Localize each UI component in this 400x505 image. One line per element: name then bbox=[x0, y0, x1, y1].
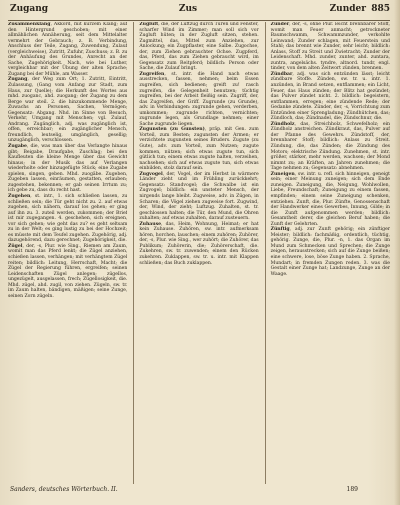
entry: Zündholz, das, Streichholz, Schwefelholz; ein Zündholz anstreichen. Zündkraut, das, Pulver auf der Pfanne des Gewehrs. Zündstoff, der, brennbarer Stoff; bildlich: Anlass zu Streit. Zündung, die, das Zünden; die Zündung des Motors; elektrische Zündung. Zunehmen, st. intr. größer, stärker, mehr werden, wachsen; der Mond nimmt zu; an Kräften, an Jahren zunehmen; die Tage nehmen zu; Gegensatz: abnehmen. bbox=[270, 121, 390, 172]
page-number: 885 bbox=[371, 4, 390, 14]
column-3 bbox=[265, 22, 390, 484]
entry: Zugvogel, der, Vogel, der im Herbst in wärmere Länder zieht und im Frühling zurückkehrt; Gegensatz: Standvogel; die Schwalbe ist ein Zugvogel; bildlich: ein unsteter Mensch, der nirgends lange bleibt. Zugweise, adv. in Zügen, in Scharen; die Vögel ziehen zugweise fort. Zugwind, der, Wind, der zieht; Luftzug. Zuhalten, st. tr. geschlossen halten; die Tür, den Mund, die Ohren zuhalten; auf etwas zuhalten, darauf zusteuern. bbox=[139, 171, 259, 222]
entry: Zugabe, die, was man über das Verlangte hinaus gibt; Beigabe, Draufgabe, Zuschlag; bei den Kaufleuten die kleine Menge über das Gewicht hinaus; in der Musik das auf Verlangen wiederholte oder hinzugefügte Stück; eine Zugabe spielen, singen, geben. Mhd. zuogâbe. Zugeben, Zugeben lassen, einräumen, gestatten, erlauben; zugestehen, bekennen; er gab seinen Irrtum zu; ich gebe zu, dass du recht hast. bbox=[8, 144, 128, 194]
entry: Zünftig, adj. zur Zunft gehörig; ein zünftiger Meister; bildlich: fachmäßig, ordentlich, tüchtig, gehörig. Zunge, die, Plur. -n, 1. das Organ im Mund zum Schmecken und Sprechen; die Zunge zeigen, herausstrecken; sich auf die Zunge beißen; eine schwere, lose, böse Zunge haben. 2. Sprache, Mundart; in fremden Zungen reden. 3. was die Gestalt einer Zunge hat; Landzunge, Zunge an der Waage. bbox=[270, 227, 390, 277]
column-2 bbox=[133, 22, 258, 484]
entry: Zusammenklang, Akkord, mit kurzem Klang; auf den Hintergrund geschoben; mit einer allmählichen Annäherung, seit dem Mittelalter vermehrt der Gebrauch; z. B. Verbindung, Anschluss der Teile, Zugang, Zuwendung, Zulauf (vergleichweise), Zutritt, Zufuhr, Zuschuss; z. B. zu der Anhäufung des Grundes, Anrecht an der Sache, Zugehörigkeit. Nach, wie bei Luther, vergleichbar mit der Übung der alten Sprache; Zugang bei der Mühle, am Wasser. bbox=[8, 22, 128, 77]
entry: Zugunsten (zu Gunsten), präp. mit Gen. zum Vorteil, zum Besten; zugunsten der Armen; er verzichtete zugunsten seines Bruders. Zugute (zu Gute), adv. zum Vorteil, zum Nutzen; zugute kommen, nützen; sich etwas zugute tun, sich gütlich tun; einem etwas zugute halten, verzeihen, nachsehen; sich auf etwas zugute tun, sich etwas einbilden, stolz darauf sein. bbox=[139, 127, 259, 172]
page-footer bbox=[10, 486, 388, 493]
entry: Zugang, der Weg zum Ort; 1. Zutritt, Eintritt, Zulassung, (Gang vom Anfang zur Stadt, zum Haus, zur Quelle); die Herkunft des Wortes aus mhd. zuoganc, ahd. zuogang; der Zugang zu dem Berge war steil. 2. die hinzukommende Menge, Zuwachs an Personen, Sachen, Vermögen; Gegensatz: Abgang. Nhd. im Sinne von Besuch, Verkehr, Umgang mit Menschen; vgl. Zulauf, Andrang. Zugänglich, adj. was zugänglich ist, offen, erreichbar; ein zugänglicher Mensch, freundlich, leutselig, umgänglich, gesellig; unzugänglich, verschlossen. bbox=[8, 77, 128, 144]
entry: Zuneigen, sw. intr. u. refl. sich hinneigen, geneigt sein; einer Meinung zuneigen; sich dem Ende zuneigen. Zuneigung, die, Neigung, Wohlwollen, Liebe, Freundschaft; Zuneigung zu einem fassen, empfinden; einem seine Zuneigung schenken, entziehen. Zunft, die, Plur. Zünfte, Genossenschaft der Handwerker eines Gewerbes, Innung, Gilde; in die Zunft aufgenommen werden; bildlich: Gesamtheit derer, die gleichen Beruf haben; die Zunft der Gelehrten. bbox=[270, 171, 390, 227]
header-right-headword: Zunder bbox=[329, 4, 367, 14]
entry: Zunder, der, -s, ohne Plur. leicht brennbarer Stoff, womit man Feuer anmacht; getrockneter Baumschwamm, Schwammzunder, verkohlte Leinwand; Zunder schlagen, mit Feuerstein und Stahl; das brennt wie Zunder, sehr leicht; bildlich: Anlass, Stoff zu Streit und Zwietracht; Zunder der Leidenschaft. Mhd. zunder, zunter, ahd. zuntara, zuntra, angelsächs. tyndre, altnord. tundr, engl. tinder, von dem alten Zeitwort zünden, brennen. bbox=[270, 22, 390, 72]
page-edge-shading bbox=[394, 0, 400, 505]
column-1 bbox=[8, 22, 127, 484]
header-left-headword: Zugang bbox=[10, 4, 49, 14]
text-columns bbox=[8, 22, 390, 484]
entry: Zuhause, das, Heim, Wohnung, Heimat; er hat kein Zuhause. Zuhören, sw. intr. aufmerksam hören, horchen, lauschen; einem zuhören; Zuhörer, der, -s, Plur. wie Sing., wer zuhört; die Zuhörer, das Publikum; Zuhörerin, die; Zuhörerschaft, die. Zukehren, sw. tr. zuwenden; einem den Rücken zukehren. Zuklappen, sw. tr. u. intr. mit Klappen schließen; das Buch zuklappen. bbox=[139, 221, 259, 266]
entry: Zugehen, st. intr., 1. sich schließen lassen, zu schließen sein; die Tür geht nicht zu. 2. auf etwas zugehen, sich nähern, darauf los gehen; er ging auf ihn zu. 3. zuteil werden, zukommen; der Brief ist mir zugegangen. 4. geschehen, sich ereignen, vor sich gehen; wie geht das zu? es geht seltsam zu in der Welt; es ging lustig zu bei der Hochzeit; es müsste mit dem Teufel zugehen. Zugehörig, adj. dazugehörend, dazu gerechnet; Zugehörigkeit, die. bbox=[8, 193, 128, 244]
entry: Zugreifen, st. intr. die Hand nach etwas ausstrecken, fassen, nehmen; beim Essen zugreifen, sich bedienen; greift zu! rasch zugreifen, die Gelegenheit benutzen; tüchtig zugreifen, bei der Arbeit fleißig sein. Zugriff, der, das Zugreifen, der Griff. Zugrunde (zu Grunde), adv. in Verbindungen: zugrunde gehen, verderben, umkommen; zugrunde richten, vernichten; zugrunde legen, als Grundlage nehmen; einer Sache zugrunde liegen. bbox=[139, 71, 259, 127]
footer-source: Sanders, deutsches Wörterbuch. II. bbox=[10, 486, 118, 493]
header-center-headword: Zus bbox=[178, 4, 198, 14]
entry: Zündbar, adj. was sich entzünden lässt; leicht zündbare Stoffe. Zünden, sw. tr. u. intr. 1. anzünden, in Brand setzen, entflammen; ein Licht, Feuer, das Haus zünden; der Blitz hat gezündet; das Pulver zündet nicht. 2. bildlich: begeistern, entflammen, erregen; eine zündende Rede; der Gedanke zündete. Zünder, der, -s, Vorrichtung zum Entzünden einer Sprengladung; Zündhütchen, das; Zündloch, das; Zündnadel, die; Zündschnur, die. bbox=[270, 71, 390, 122]
entry: Zugluft, die, der Luftzug durch Türen und Fenster, scharfer Wind im Zimmer; man soll sich vor Zugluft hüten; in der Zugluft sitzen, stehen. Zugmittel, das, Mittel zum Anziehen, zur Anlockung; ein Zugpflaster, eine Salbe. Zugochse, der, zum Ziehen gebrauchter Ochse. Zugpferd, das, Pferd, das zum Ziehen gebraucht wird, im Gegensatz zum Reitpferd; bildlich: Person oder Sache, die Zulauf bringt. bbox=[139, 22, 259, 72]
entry: Zügel, der, -s, Plur. wie Sing., Riemen am Zaum, womit man das Pferd lenkt; die Zügel anziehen, schießen lassen, verhängen; mit verhängtem Zügel reiten; bildlich: Leitung, Herrschaft, Macht; die Zügel der Regierung führen, ergreifen; seinen Leidenschaften Zügel anlegen; zügellos, ungezügelt, ausgelassen, frech; Zügellosigkeit, die. Mhd. zügel, ahd. zugil, von ziehen. Zügeln, sw. tr. im Zaum halten, bändigen, mäßigen; seine Zunge, seinen Zorn zügeln. bbox=[8, 243, 128, 299]
footer-signature: 189 bbox=[346, 486, 358, 493]
running-header bbox=[8, 4, 390, 21]
